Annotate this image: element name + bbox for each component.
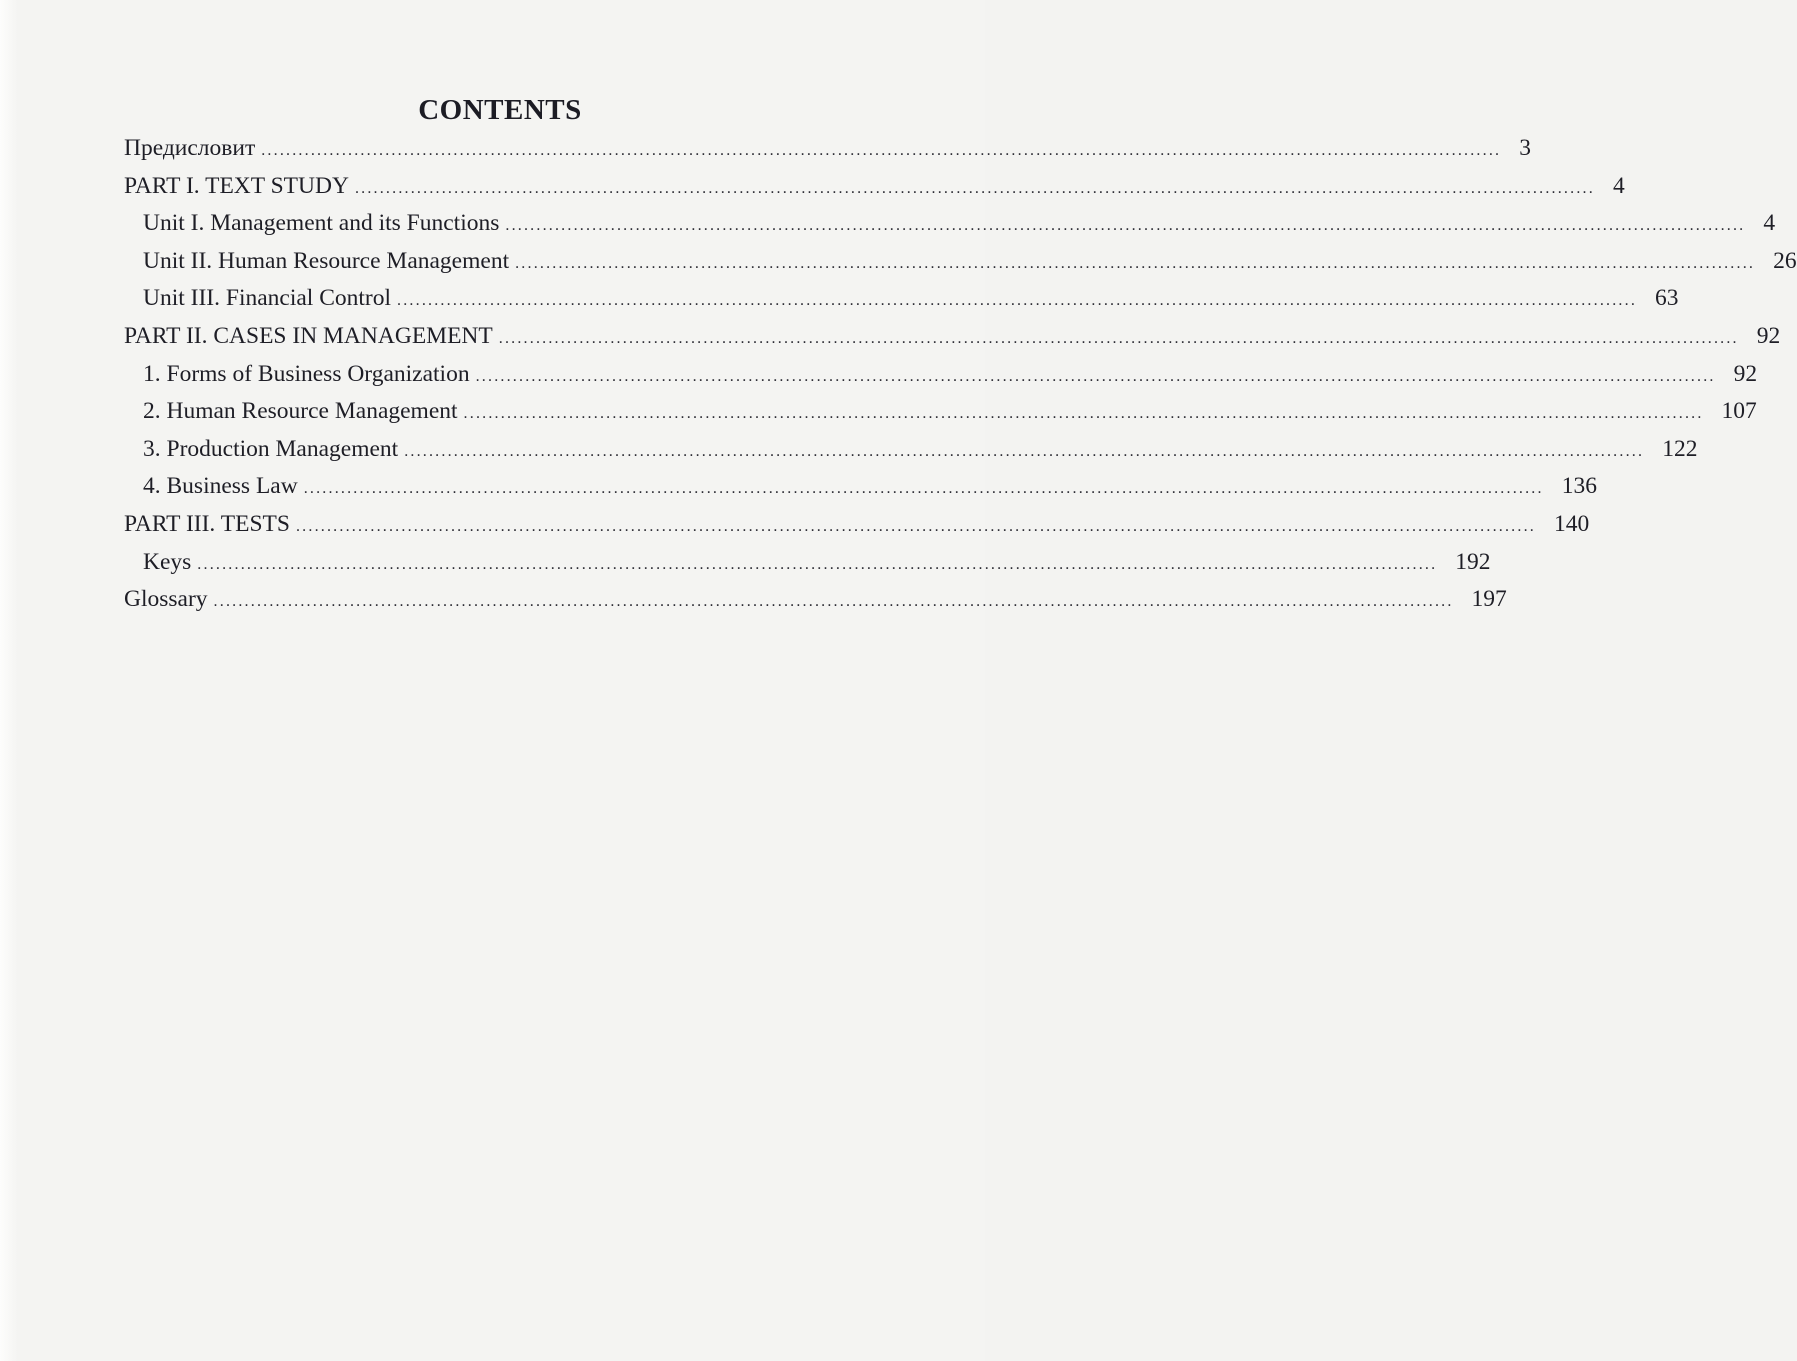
toc-entry-page: 107 bbox=[1721, 398, 1757, 425]
toc-entry bbox=[124, 130, 1531, 168]
toc-entry-page: 26 bbox=[1773, 247, 1797, 274]
toc-entry bbox=[124, 318, 1781, 356]
toc-entry-page: 4 bbox=[1763, 210, 1776, 237]
toc-entry bbox=[124, 243, 1797, 281]
toc-entry-label: PART I. TEXT STUDY bbox=[124, 172, 349, 199]
toc-dot-leader: ........................................................................................................................................................................................................ bbox=[397, 292, 1638, 310]
page-title: CONTENTS bbox=[418, 94, 582, 126]
table-of-contents bbox=[124, 130, 1797, 619]
toc-entry bbox=[124, 581, 1507, 619]
page-edge bbox=[0, 0, 18, 1361]
toc-entry-page: 122 bbox=[1662, 435, 1698, 462]
toc-entry-label: Unit II. Human Resource Management bbox=[143, 247, 510, 274]
toc-entry bbox=[124, 280, 1679, 318]
toc-dot-leader: ........................................................................................................................................................................................................ bbox=[213, 593, 1454, 611]
toc-dot-leader: ........................................................................................................................................................................................................ bbox=[354, 179, 1595, 197]
toc-dot-leader: ........................................................................................................................................................................................................ bbox=[463, 405, 1704, 423]
toc-dot-leader: ........................................................................................................................................................................................................ bbox=[515, 254, 1756, 272]
toc-dot-leader: ........................................................................................................................................................................................................ bbox=[505, 217, 1746, 235]
toc-dot-leader: ........................................................................................................................................................................................................ bbox=[498, 329, 1739, 347]
toc-entry bbox=[124, 205, 1776, 243]
toc-entry-label: Glossary bbox=[124, 586, 208, 613]
toc-entry-label: Keys bbox=[143, 548, 192, 575]
toc-entry-label: Unit III. Financial Control bbox=[143, 285, 392, 312]
toc-entry-page: 4 bbox=[1612, 172, 1625, 199]
toc-entry-label: Unit I. Management and its Functions bbox=[143, 210, 500, 237]
toc-entry-page: 192 bbox=[1455, 548, 1491, 575]
toc-entry-page: 3 bbox=[1519, 135, 1531, 161]
toc-entry-page: 140 bbox=[1553, 510, 1590, 537]
toc-dot-leader: ........................................................................................................................................................................................................ bbox=[261, 142, 1502, 159]
toc-entry-label: 1. Forms of Business Organization bbox=[143, 360, 470, 387]
toc-dot-leader: ........................................................................................................................................................................................................ bbox=[475, 367, 1716, 385]
toc-entry bbox=[124, 393, 1757, 431]
toc-entry-page: 136 bbox=[1561, 473, 1597, 500]
toc-dot-leader: ........................................................................................................................................................................................................ bbox=[303, 480, 1544, 498]
toc-entry-label: Предисловит bbox=[124, 135, 256, 161]
toc-entry-page: 63 bbox=[1655, 285, 1679, 312]
toc-entry bbox=[124, 506, 1590, 544]
toc-entry bbox=[124, 356, 1758, 394]
toc-entry bbox=[124, 431, 1698, 469]
toc-dot-leader: ........................................................................................................................................................................................................ bbox=[197, 555, 1438, 573]
toc-dot-leader: ........................................................................................................................................................................................................ bbox=[295, 517, 1536, 535]
toc-entry bbox=[124, 544, 1491, 582]
toc-entry-label: 3. Production Management bbox=[143, 435, 399, 462]
toc-entry bbox=[124, 468, 1597, 506]
toc-entry-page: 92 bbox=[1756, 322, 1781, 349]
toc-entry-label: PART II. CASES IN MANAGEMENT bbox=[124, 322, 493, 349]
toc-entry-label: 4. Business Law bbox=[143, 473, 298, 500]
toc-entry-label: 2. Human Resource Management bbox=[143, 398, 458, 425]
toc-dot-leader: ........................................................................................................................................................................................................ bbox=[404, 442, 1645, 460]
toc-entry-page: 197 bbox=[1471, 586, 1507, 613]
toc-entry-label: PART III. TESTS bbox=[124, 510, 290, 537]
toc-entry-page: 92 bbox=[1733, 360, 1758, 387]
toc-entry bbox=[124, 168, 1625, 206]
